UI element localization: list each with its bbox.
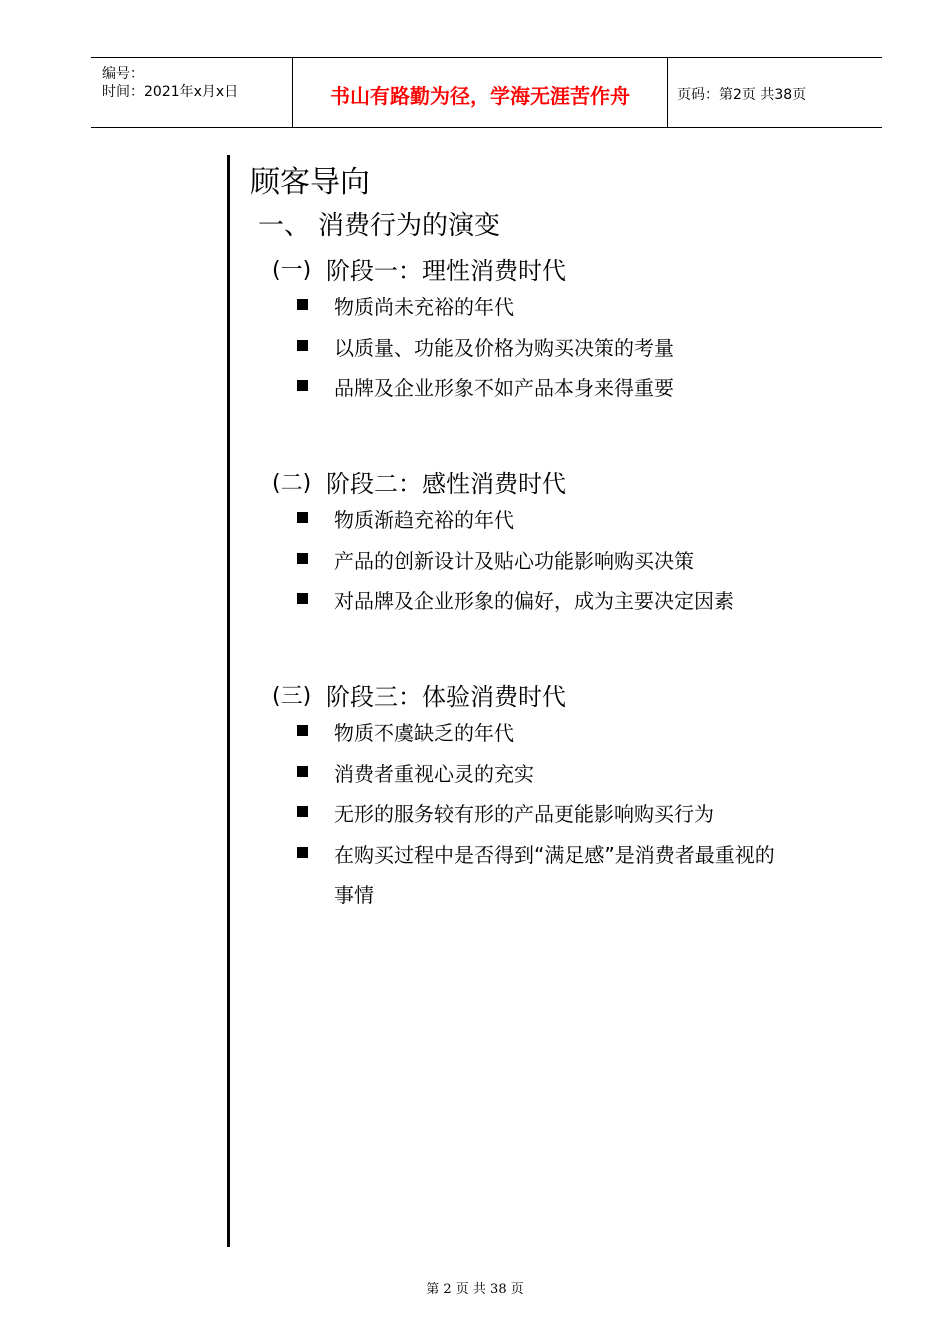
bullet-icon (297, 766, 308, 777)
bullet-icon (297, 725, 308, 736)
bullet-icon (297, 512, 308, 523)
list-item: 产品的创新设计及贴心功能影响购买决策 (334, 549, 694, 573)
stage-title: 阶段二：感性消费时代 (326, 470, 566, 498)
section-number: 一、 (258, 211, 311, 241)
left-rule (227, 155, 230, 1247)
header-meta-cell (91, 58, 292, 127)
bullet-icon (297, 847, 308, 858)
page-info: 页码：第2页 共38页 (677, 87, 807, 103)
list-item: 以质量、功能及价格为购买决策的考量 (334, 336, 674, 360)
bullet-icon (297, 299, 308, 310)
list-item: 在购买过程中是否得到“满足感”是消费者最重视的 (334, 843, 775, 867)
bullet-icon (297, 553, 308, 564)
bullet-icon (297, 593, 308, 604)
header-motto-cell (292, 58, 668, 127)
list-item: 物质尚未充裕的年代 (334, 295, 514, 319)
stage-number: (二) (272, 471, 312, 496)
time-line: 时间：2021年x月x日 (102, 84, 239, 100)
stage-title: 阶段一：理性消费时代 (326, 257, 566, 285)
id-label: 编号： (102, 66, 144, 82)
list-item: 物质不虞缺乏的年代 (334, 721, 514, 745)
document-header (91, 57, 882, 128)
list-item-continuation: 事情 (334, 883, 374, 907)
section-title: 消费行为的演变 (318, 211, 501, 241)
stage-number: (一) (272, 258, 312, 283)
stage-title: 阶段三：体验消费时代 (326, 683, 566, 711)
list-item: 无形的服务较有形的产品更能影响购买行为 (334, 802, 714, 826)
header-page-cell (667, 58, 882, 127)
list-item: 对品牌及企业形象的偏好，成为主要决定因素 (334, 589, 734, 613)
motto: 书山有路勤为径，学海无涯苦作舟 (330, 84, 630, 108)
page-footer: 第 2 页 共 38 页 (426, 1282, 524, 1297)
list-item: 品牌及企业形象不如产品本身来得重要 (334, 376, 674, 400)
bullet-icon (297, 806, 308, 817)
bullet-icon (297, 380, 308, 391)
list-item: 消费者重视心灵的充实 (334, 762, 534, 786)
bullet-icon (297, 340, 308, 351)
page-title: 顾客导向 (250, 165, 370, 200)
list-item: 物质渐趋充裕的年代 (334, 508, 514, 532)
stage-number: (三) (272, 684, 312, 709)
